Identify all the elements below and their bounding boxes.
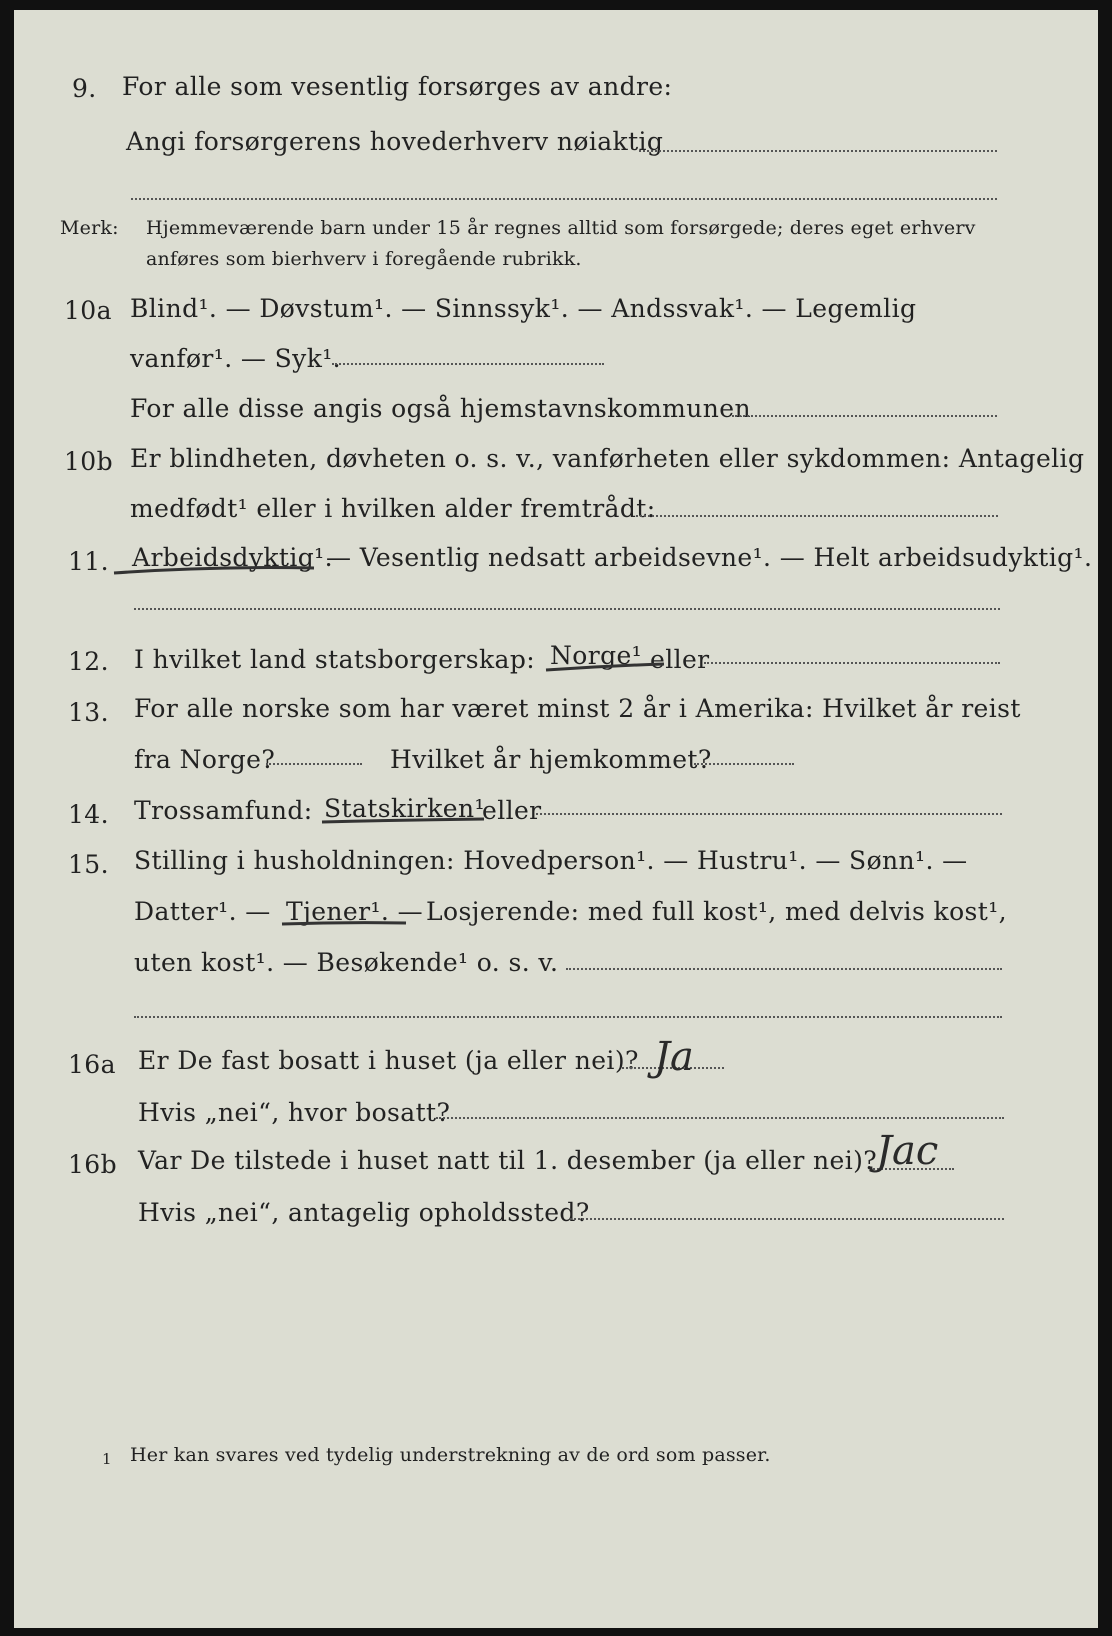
q13-text-line2b: Hvilket år hjemkommet? [390, 745, 712, 774]
q16a-number: 16a [68, 1050, 116, 1079]
q15-text-line1: Stilling i husholdningen: Hovedperson¹. — Hustru¹. — Sønn¹. — [134, 846, 968, 875]
q16a-text-line2: Hvis „nei“, hvor bosatt? [138, 1098, 451, 1127]
q9-number: 9. [72, 74, 97, 103]
q15-number: 15. [68, 850, 109, 879]
q10b-text-line1: Er blindheten, døvheten o. s. v., vanførheten eller sykdommen: Antagelig [130, 444, 1085, 473]
q10a-text-line3: For alle disse angis også hjemstavnskommunen [130, 394, 751, 423]
q13-text-line2a: fra Norge? [134, 745, 276, 774]
q11-number: 11. [68, 547, 109, 576]
q10a-text-line2: vanfør¹. — Syk¹. [130, 344, 342, 373]
q16b-handwritten-answer: Jac [876, 1128, 939, 1174]
q11-strike-mark [114, 568, 314, 573]
q11-struck-text: Arbeidsdyktig¹. [132, 543, 333, 572]
q9-text-line1: For alle som vesentlig forsørges av andre: [122, 72, 673, 101]
q16b-number: 16b [68, 1150, 118, 1179]
q11-text: — Vesentlig nedsatt arbeidsevne¹. — Helt arbeidsudyktig¹. [326, 543, 1093, 572]
q12-underlined-answer: Norge¹ [550, 641, 643, 670]
q15-underline-mark [282, 923, 406, 924]
footnote-number: 1 [102, 1450, 112, 1468]
q12-number: 12. [68, 647, 109, 676]
q14-underlined-answer: Statskirken¹ [324, 794, 485, 823]
footnote-text: Her kan svares ved tydelig understrekning av de ord som passer. [130, 1444, 771, 1466]
q15-text-line3: uten kost¹. — Besøkende¹ o. s. v. [134, 948, 559, 977]
q16a-text-line1: Er De fast bosatt i huset (ja eller nei)? [138, 1046, 639, 1075]
q16a-handwritten-answer: Ja [654, 1034, 694, 1080]
census-form-page [14, 10, 1098, 1628]
q14-text-suffix: eller [482, 796, 542, 825]
q10a-text-line1: Blind¹. — Døvstum¹. — Sinnssyk¹. — Andssvak¹. — Legemlig [130, 294, 917, 323]
q12-text: I hvilket land statsborgerskap: [134, 645, 536, 674]
merk-label: Merk: [60, 217, 119, 239]
q13-text-line1: For alle norske som har været minst 2 år i Amerika: Hvilket år reist [134, 694, 1021, 723]
q14-underline-mark [322, 819, 484, 822]
merk-text-line1: Hjemmeværende barn under 15 år regnes alltid som forsørgede; deres eget erhverv [146, 217, 976, 239]
q16b-text-line2: Hvis „nei“, antagelig opholdssted? [138, 1198, 590, 1227]
q10b-number: 10b [64, 447, 114, 476]
q16b-text-line1: Var De tilstede i huset natt til 1. desember (ja eller nei)? [138, 1146, 878, 1175]
q9-text-line2: Angi forsørgerens hovederhverv nøiaktig [126, 127, 664, 156]
pen-marks [14, 10, 1098, 1628]
q12-underline-mark [546, 664, 664, 670]
q15-text-line2b: Losjerende: med full kost¹, med delvis kost¹, [426, 897, 1007, 926]
merk-text-line2: anføres som bierhverv i foregående rubrikk. [146, 248, 582, 270]
q14-text: Trossamfund: [134, 796, 313, 825]
q13-number: 13. [68, 698, 109, 727]
q10b-text-line2: medfødt¹ eller i hvilken alder fremtrådt: [130, 494, 656, 523]
q15-underlined-answer: Tjener¹. — [286, 897, 423, 926]
q14-number: 14. [68, 800, 109, 829]
q10a-number: 10a [64, 296, 112, 325]
q12-text-suffix: eller [650, 645, 710, 674]
q15-text-line2a: Datter¹. — [134, 897, 271, 926]
